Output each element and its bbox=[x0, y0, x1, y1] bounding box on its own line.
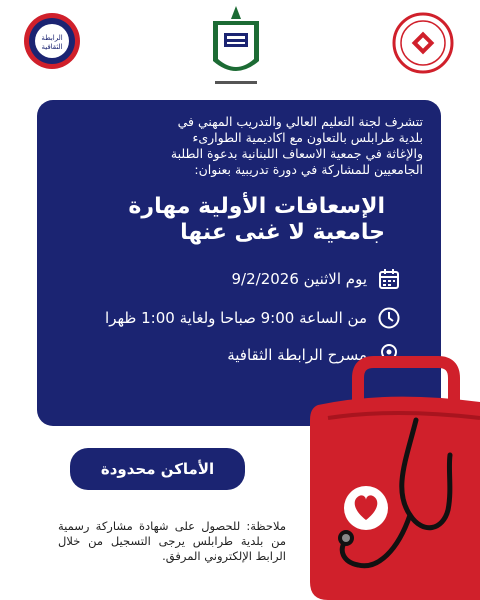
logo-left-bottom-text: الثقافية bbox=[41, 43, 63, 51]
cultural-league-logo bbox=[22, 10, 82, 72]
first-aid-kit-icon bbox=[298, 350, 480, 600]
date-text: يوم الاثنين 9/2/2026 bbox=[231, 270, 367, 288]
place-text: مسرح الرابطة الثقافية bbox=[227, 346, 367, 364]
limited-seats-badge bbox=[70, 448, 245, 490]
title-line: الإسعافات الأولية مهارة bbox=[128, 194, 385, 219]
registration-note: ملاحظة: للحصول على شهادة مشاركة رسمية من بلدية طرابلس يرجى التسجيل من خلال الرابط الإلكتروني المرفق. bbox=[58, 519, 286, 563]
municipality-emblem-logo bbox=[205, 3, 267, 93]
date-row bbox=[61, 266, 401, 292]
clock-icon bbox=[377, 306, 401, 330]
logo-left-top-text: الرابطة bbox=[41, 34, 63, 42]
event-title bbox=[65, 194, 385, 246]
intro-line: الجامعيين للمشاركة في دورة تدريبية بعنوان: bbox=[194, 162, 423, 177]
intro-line: تتشرف لجنة التعليم العالي والتدريب المهني في bbox=[177, 114, 423, 129]
time-row bbox=[61, 305, 401, 331]
intro-line: والإغاثة في جمعية الاسعاف اللبنانية بدعوة الطلبة bbox=[170, 146, 423, 161]
heart-icon bbox=[344, 486, 388, 530]
intro-line: بلدية طرابلس بالتعاون مع اكاديمية الطوارىء bbox=[192, 130, 423, 145]
calendar-icon bbox=[377, 267, 401, 291]
time-text: من الساعة 9:00 صباحا ولغاية 1:00 ظهرا bbox=[105, 309, 367, 327]
lebanese-ambulance-association-logo bbox=[392, 12, 454, 74]
intro-text bbox=[63, 114, 423, 178]
title-line: جامعية لا غنى عنها bbox=[180, 220, 385, 245]
limited-seats-text: الأماكن محدودة bbox=[100, 460, 215, 478]
